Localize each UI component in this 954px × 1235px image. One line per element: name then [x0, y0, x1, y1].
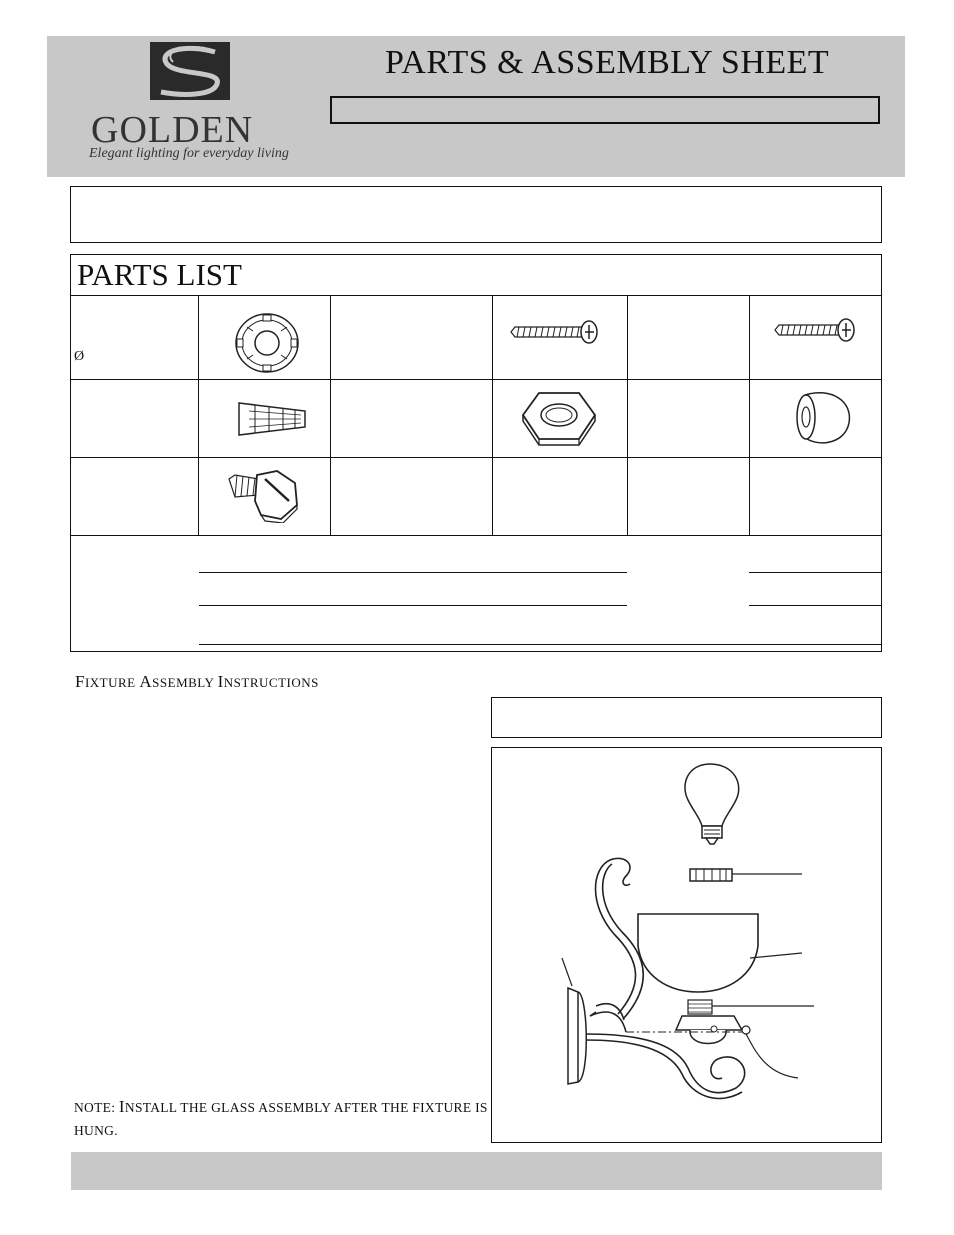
- parts-list-title: PARTS LIST: [77, 257, 242, 292]
- header-banner: [47, 36, 905, 177]
- instructions-title: [75, 672, 319, 692]
- wire-nut-icon: [235, 397, 311, 439]
- ground-screw-icon: [225, 465, 301, 523]
- model-number-box: [330, 96, 880, 124]
- table-rule: [749, 605, 881, 606]
- assembly-diagram: [491, 747, 882, 1143]
- instructions-title-text: SSEMBLY: [152, 675, 218, 690]
- figure-caption-box: [491, 697, 882, 738]
- golden-s-logo-icon: [87, 42, 287, 112]
- note-text: NSTALL THE GLASS ASSEMBLY AFTER THE FIXTURE IS HUNG.: [74, 1100, 488, 1138]
- table-rule: [330, 295, 331, 535]
- table-rule: [492, 295, 493, 535]
- golden-logo: [87, 42, 287, 168]
- instructions-title-text: IXTURE: [84, 675, 140, 690]
- long-screw-icon: [509, 319, 601, 345]
- table-rule: [199, 644, 881, 645]
- table-rule: [198, 295, 199, 535]
- table-rule: [199, 572, 627, 573]
- hex-nut-icon: [519, 389, 599, 447]
- locking-ring-icon: [233, 311, 301, 375]
- instructions-title-text: NSTRUCTIONS: [223, 675, 319, 690]
- table-rule: [199, 605, 627, 606]
- footer-bar: [71, 1152, 882, 1190]
- wall-sconce-diagram-icon: [492, 748, 880, 1141]
- page-title: PARTS & ASSEMBLY SHEET: [385, 44, 830, 81]
- diameter-symbol: Ø: [74, 349, 85, 364]
- instructions-title-text: A: [139, 672, 153, 691]
- logo-wordmark: GOLDEN: [91, 109, 254, 151]
- table-rule: [71, 295, 881, 296]
- table-rule: [627, 295, 628, 535]
- glass-bowl-icon: [638, 914, 758, 992]
- description-box: [70, 186, 882, 243]
- table-rule: [71, 457, 881, 458]
- table-rule: [71, 535, 881, 536]
- table-rule: [749, 295, 750, 535]
- logo-tagline: Elegant lighting for everyday living: [89, 146, 289, 161]
- instructions-title-text: F: [75, 672, 85, 691]
- ball-knob-icon: [791, 389, 855, 447]
- parts-list-table: [70, 254, 882, 652]
- wall-plate-icon: [568, 988, 578, 1084]
- light-bulb-icon: [685, 764, 739, 844]
- instructions-title-text: I: [217, 672, 224, 691]
- table-rule: [71, 379, 881, 380]
- table-rule: [749, 572, 881, 573]
- long-screw-icon: [773, 317, 857, 343]
- note-label: NOTE:: [74, 1100, 119, 1115]
- install-note: [74, 1096, 494, 1142]
- note-text: I: [118, 1097, 125, 1116]
